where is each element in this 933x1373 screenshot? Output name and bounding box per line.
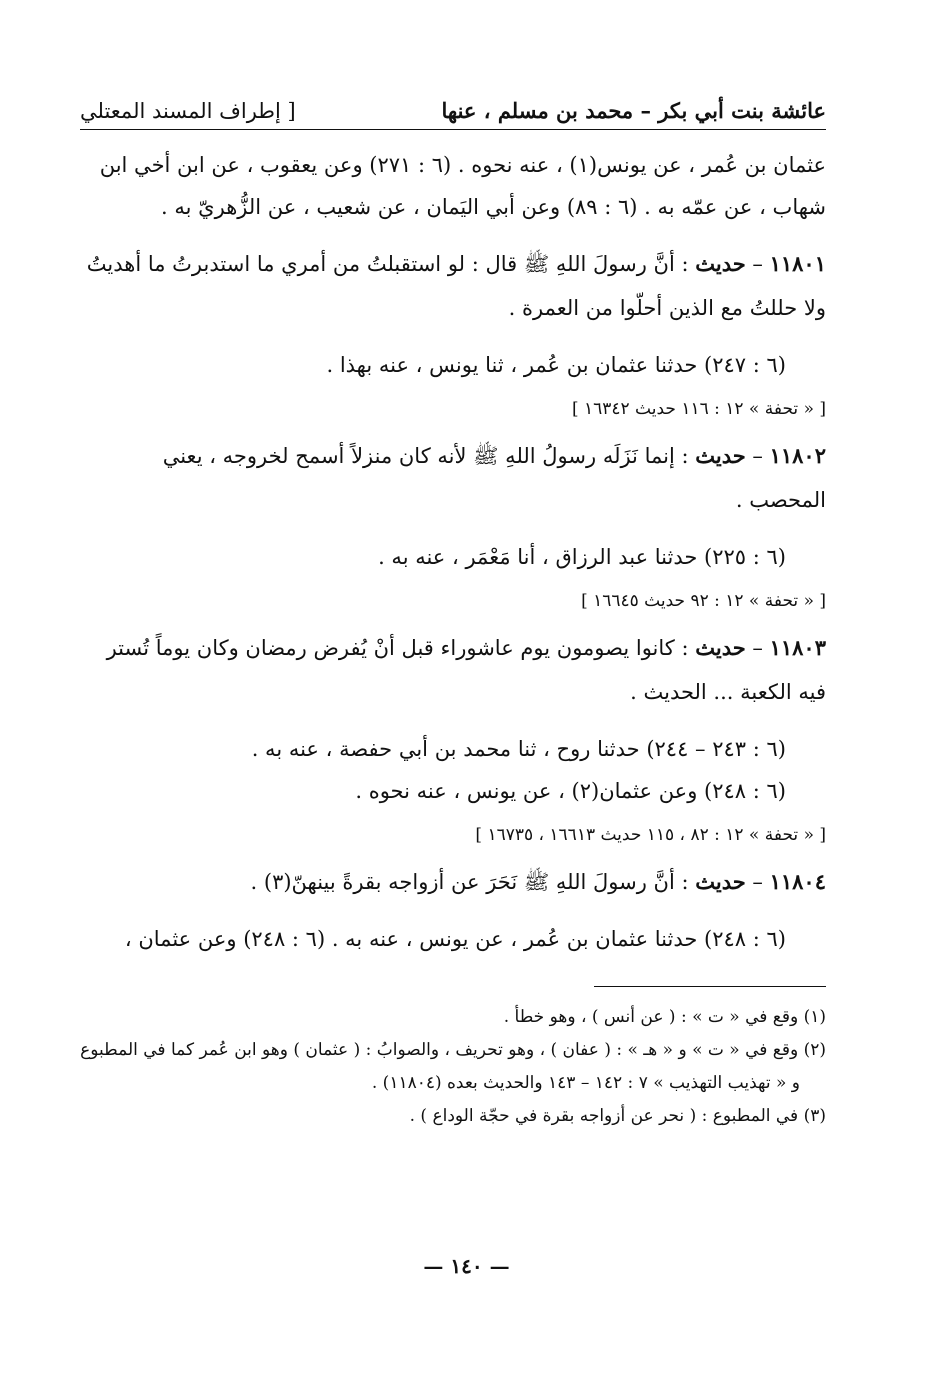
hadith-text: : إنما نَزَلَه رسولُ اللهِ ﷺ لأنه كان منزلاً أسمح لخروجه ، يعني المحصب .	[162, 444, 826, 512]
hadith-number: ١١٨٠١	[769, 251, 826, 276]
document-page	[80, 98, 826, 1133]
hadith-chain-2: (٦ : ٢٤٨) وعن عثمان(٢) ، عن يونس ، عنه نحوه .	[355, 779, 786, 803]
tuhfa-reference: [ « تحفة » ١٢ : ١١٦ حديث ١٦٣٤٢ ]	[571, 399, 826, 419]
header-title: عائشة بنت أبي بكر – محمد بن مسلم ، عنها	[441, 98, 826, 123]
page-number: — ١٤٠ —	[423, 1254, 510, 1278]
footnote-2: (٢) وقع في « ت » و « هـ » : ( عفان ) ، وهو تحريف ، والصوابُ : ( عثمان ) وهو ابن عُمر كما في المطبوع	[80, 1040, 826, 1060]
hadith-text: : أنَّ رسولَ اللهِ ﷺ قال : لو استقبلتُ من أمري ما استدبرتُ ما أهديتُ ولا حللتُ مع الذين أحلّوا من العمرة .	[86, 252, 826, 320]
header-book-name: [ إطراف المسند المعتلي	[80, 99, 296, 123]
intro-paragraph	[80, 144, 826, 228]
hadith-number: ١١٨٠٣	[769, 635, 826, 660]
footnote-1: (١) وقع في « ت » : ( عن أنس ) ، وهو خطأ .	[503, 1007, 826, 1027]
hadith-entry: ١١٨٠١ – حديث : أنَّ رسولَ اللهِ ﷺ قال : لو استقبلتُ من أمري ما استدبرتُ ما أهديتُ ولا حللتُ مع الذين أحلّوا من العمرة .	[86, 251, 826, 320]
hadith-chain: (٦ : ٢٤٣ – ٢٤٤) حدثنا روح ، ثنا محمد بن أبي حفصة ، عنه به .	[251, 737, 786, 761]
hadith-keyword: حديث	[695, 443, 746, 468]
tuhfa-reference: [ « تحفة » ١٢ : ٩٢ حديث ١٦٦٤٥ ]	[581, 591, 826, 611]
footnote-2-continuation: و « تهذيب التهذيب » ٧ : ١٤٢ – ١٤٣ والحديث بعده (١١٨٠٤) .	[371, 1073, 800, 1093]
intro-line-1: عثمان بن عُمر ، عن يونس(١) ، عنه نحوه . (٦ : ٢٧١) وعن يعقوب ، عن ابن أخي ابن	[99, 153, 826, 177]
tuhfa-reference: [ « تحفة » ١٢ : ٨٢ ، ١١٥ حديث ١٦٦١٣ ، ١٦٧٣٥ ]	[475, 825, 826, 845]
footnote-divider	[594, 986, 826, 987]
hadith-chain: (٦ : ٢٤٨) حدثنا عثمان بن عُمر ، عن يونس ، عنه به . (٦ : ٢٤٨) وعن عثمان ،	[124, 927, 786, 951]
hadith-chain: (٦ : ٢٤٧) حدثنا عثمان بن عُمر ، ثنا يونس ، عنه بهذا .	[326, 353, 786, 377]
footnotes	[80, 1001, 826, 1133]
hadith-number: ١١٨٠٢	[769, 443, 826, 468]
hadith-number: ١١٨٠٤	[769, 869, 826, 894]
hadith-keyword: حديث	[695, 869, 746, 894]
intro-line-2: شهاب ، عن عمّه به . (٦ : ٨٩) وعن أبي اليَمان ، عن شعيب ، عن الزُّهريّ به .	[161, 195, 826, 219]
hadith-text: : كانوا يصومون يوم عاشوراء قبل أنْ يُفرض رمضان وكان يوماً تُستر فيه الكعبة ... الحديث .	[106, 636, 826, 704]
footnote-3: (٣) في المطبوع : ( نحر عن أزواجه بقرة في حجّة الوداع ) .	[409, 1106, 826, 1126]
hadith-text: : أنَّ رسولَ اللهِ ﷺ نَحَرَ عن أزواجه بقرةً بينهنّ(٣) .	[250, 870, 696, 894]
hadith-entry: ١١٨٠٣ – حديث : كانوا يصومون يوم عاشوراء قبل أنْ يُفرض رمضان وكان يوماً تُستر فيه الكعبة ... الحديث .	[106, 635, 826, 704]
hadith-keyword: حديث	[695, 251, 746, 276]
hadith-chain: (٦ : ٢٢٥) حدثنا عبد الرزاق ، أنا مَعْمَر ، عنه به .	[378, 545, 786, 569]
running-header	[80, 98, 826, 130]
hadith-entry: ١١٨٠٢ – حديث : إنما نَزَلَه رسولُ اللهِ ﷺ لأنه كان منزلاً أسمح لخروجه ، يعني المحصب .	[162, 443, 826, 512]
hadith-entry: ١١٨٠٤ – حديث : أنَّ رسولَ اللهِ ﷺ نَحَرَ عن أزواجه بقرةً بينهنّ(٣) .	[250, 869, 826, 894]
hadith-keyword: حديث	[695, 635, 746, 660]
